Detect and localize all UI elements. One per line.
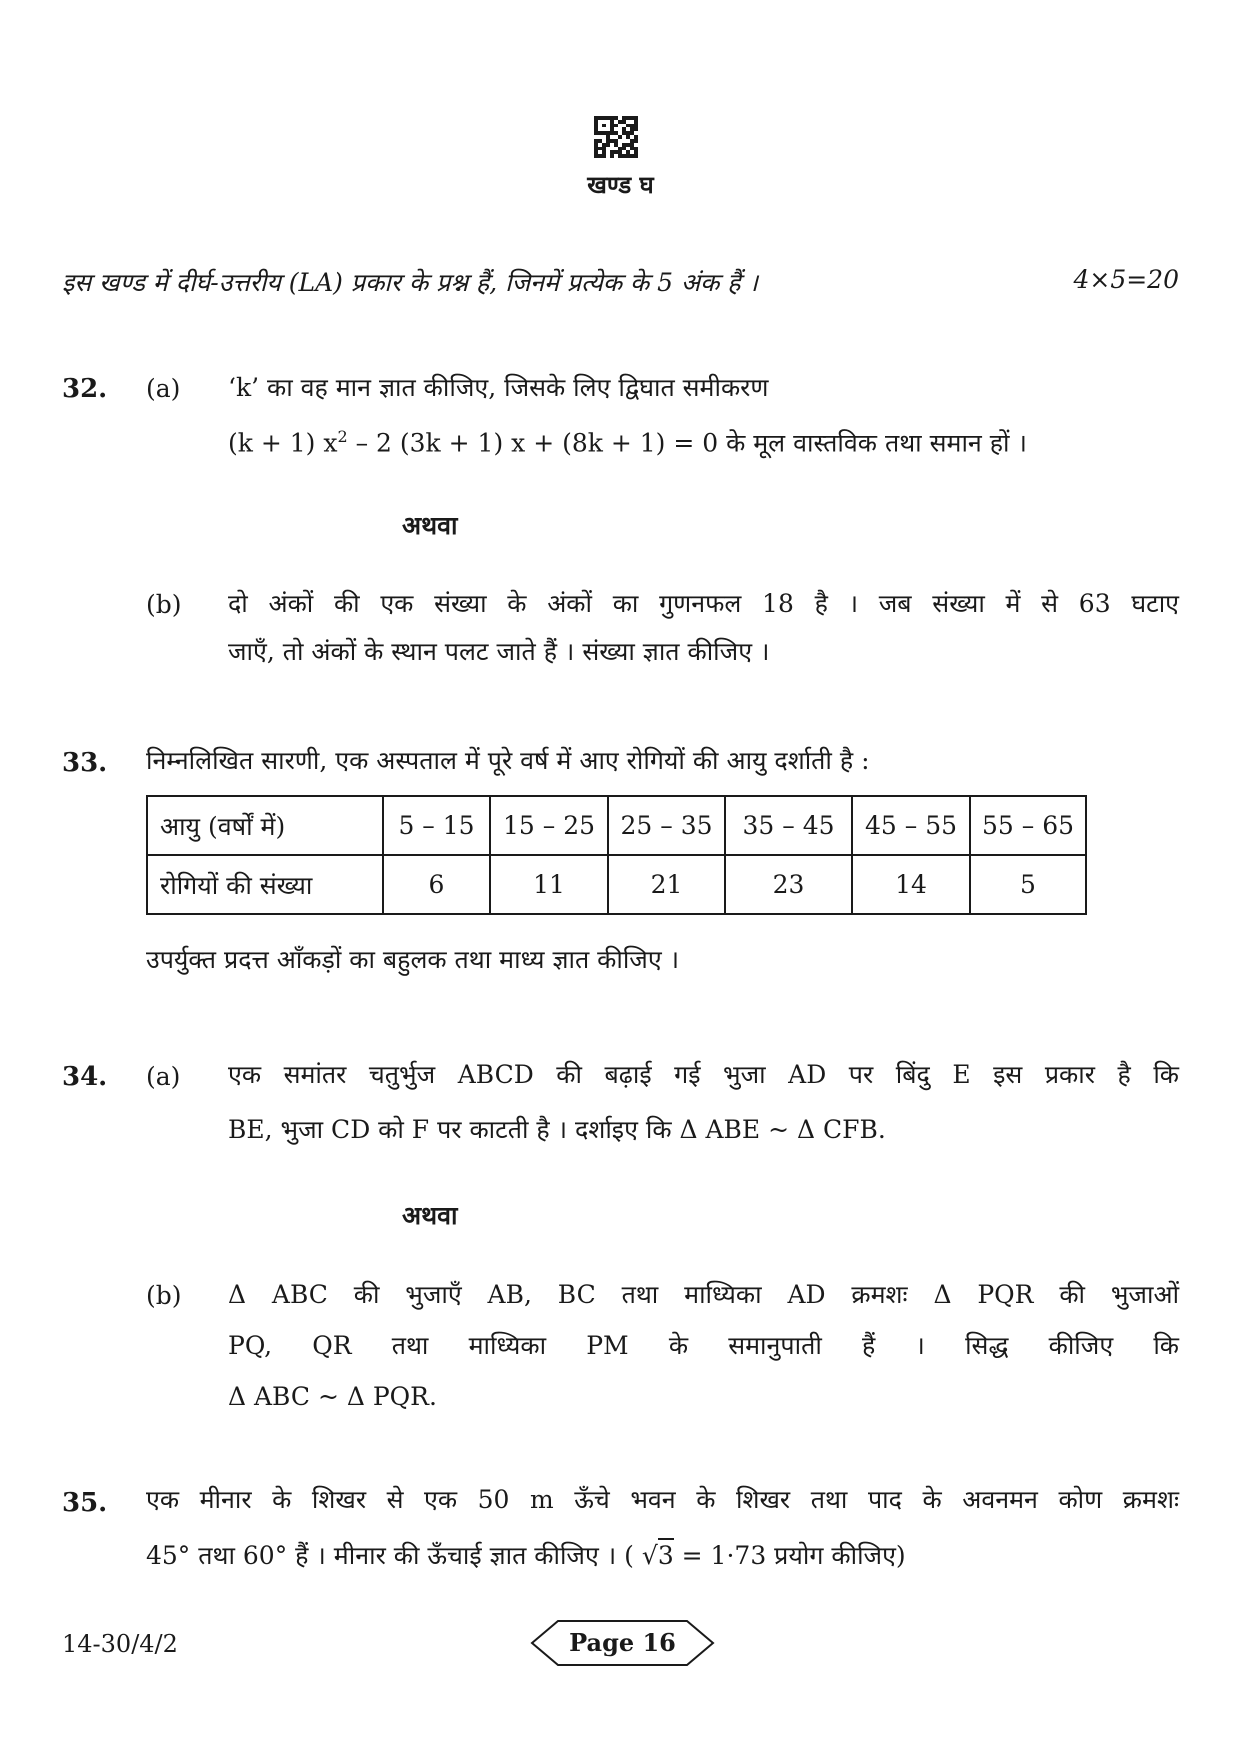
page-number: Page 16 bbox=[569, 1628, 676, 1657]
q32-part-a-line1: ‘k’ का वह मान ज्ञात कीजिए, जिसके लिए द्विघात समीकरण bbox=[228, 373, 769, 402]
question-number-34: 34. bbox=[62, 1062, 108, 1092]
sqrt-symbol: √ bbox=[641, 1541, 658, 1570]
q34-part-b-line2: PQ, QR तथा माध्यिका PM के समानुपाती हैं । सिद्ध कीजिए कि bbox=[228, 1331, 1179, 1360]
q32-part-b-line2: जाएँ, तो अंकों के स्थान पलट जाते हैं । संख्या ज्ञात कीजिए । bbox=[228, 637, 770, 666]
question-number-32: 32. bbox=[62, 374, 108, 404]
q32-part-b-line1: दो अंकों की एक संख्या के अंकों का गुणनफल 18 है । जब संख्या में से 63 घटाए bbox=[228, 589, 1179, 618]
table-cell-class: 45 – 55 bbox=[852, 796, 970, 855]
question-number-35: 35. bbox=[62, 1488, 108, 1518]
q32-part-a-label: (a) bbox=[146, 374, 181, 403]
question-number-33: 33. bbox=[62, 748, 108, 778]
table-cell-class: 35 – 45 bbox=[725, 796, 852, 855]
table-cell-class: 15 – 25 bbox=[490, 796, 608, 855]
table-cell-class: 55 – 65 bbox=[970, 796, 1086, 855]
table-cell-count: 14 bbox=[852, 855, 970, 914]
table-header-age: आयु (वर्षों में) bbox=[147, 796, 383, 855]
q34-or: अथवा bbox=[402, 1201, 458, 1230]
section-instruction: इस खण्ड में दीर्घ-उत्तरीय (LA) प्रकार के प्रश्न हैं, जिनमें प्रत्येक के 5 अंक हैं । bbox=[62, 268, 758, 297]
table-cell-class: 25 – 35 bbox=[608, 796, 725, 855]
q32-part-a-line2: (k + 1) $x^2 - 2$ (3k + 1) x + (8k + 1) = 0 के मूल वास्तविक तथा समान हों । bbox=[228, 427, 1027, 458]
q33-after-text: उपर्युक्त प्रदत्त आँकड़ों का बहुलक तथा माध्य ज्ञात कीजिए । bbox=[146, 945, 680, 974]
table-cell-count: 21 bbox=[608, 855, 725, 914]
q32-part-b-label: (b) bbox=[146, 590, 182, 619]
age-distribution-table bbox=[146, 795, 1087, 915]
q34-part-b-line3: Δ ABC ~ Δ PQR. bbox=[228, 1382, 437, 1411]
section-title: खण्ड घ bbox=[587, 170, 654, 199]
table-cell-count: 6 bbox=[383, 855, 490, 914]
qr-code bbox=[594, 116, 638, 158]
q34-part-a-line1: एक समांतर चतुर्भुज ABCD की बढ़ाई गई भुजा AD पर बिंदु E इस प्रकार है कि bbox=[228, 1060, 1179, 1089]
q32-or: अथवा bbox=[402, 511, 458, 540]
table-cell-class: 5 – 15 bbox=[383, 796, 490, 855]
q33-text: निम्नलिखित सारणी, एक अस्पताल में पूरे वर्ष में आए रोगियों की आयु दर्शाती है : bbox=[146, 746, 870, 775]
table-row bbox=[147, 796, 1086, 855]
q35-line2: 45° तथा 60° हैं । मीनार की ऊँचाई ज्ञात कीजिए । ( √3 = 1·73 प्रयोग कीजिए) bbox=[146, 1532, 906, 1580]
table-cell-count: 11 bbox=[490, 855, 608, 914]
paper-code: 14-30/4/2 bbox=[62, 1630, 178, 1658]
table-header-patients: रोगियों की संख्या bbox=[147, 855, 383, 914]
q34-part-b-line1: Δ ABC की भुजाएँ AB, BC तथा माध्यिका AD क्रमशः Δ PQR की भुजाओं bbox=[228, 1280, 1179, 1309]
table-row bbox=[147, 855, 1086, 914]
page-number-badge bbox=[530, 1618, 715, 1668]
q35-line1: एक मीनार के शिखर से एक 50 m ऊँचे भवन के शिखर तथा पाद के अवनमन कोण क्रमशः bbox=[146, 1485, 1179, 1514]
table-cell-count: 23 bbox=[725, 855, 852, 914]
q34-part-b-label: (b) bbox=[146, 1281, 182, 1310]
q34-part-a-line2: BE, भुजा CD को F पर काटती है । दर्शाइए कि Δ ABE ~ Δ CFB. bbox=[228, 1115, 886, 1144]
table-cell-count: 5 bbox=[970, 855, 1086, 914]
marks-scheme: 4×5=20 bbox=[1073, 265, 1179, 294]
q34-part-a-label: (a) bbox=[146, 1062, 181, 1091]
